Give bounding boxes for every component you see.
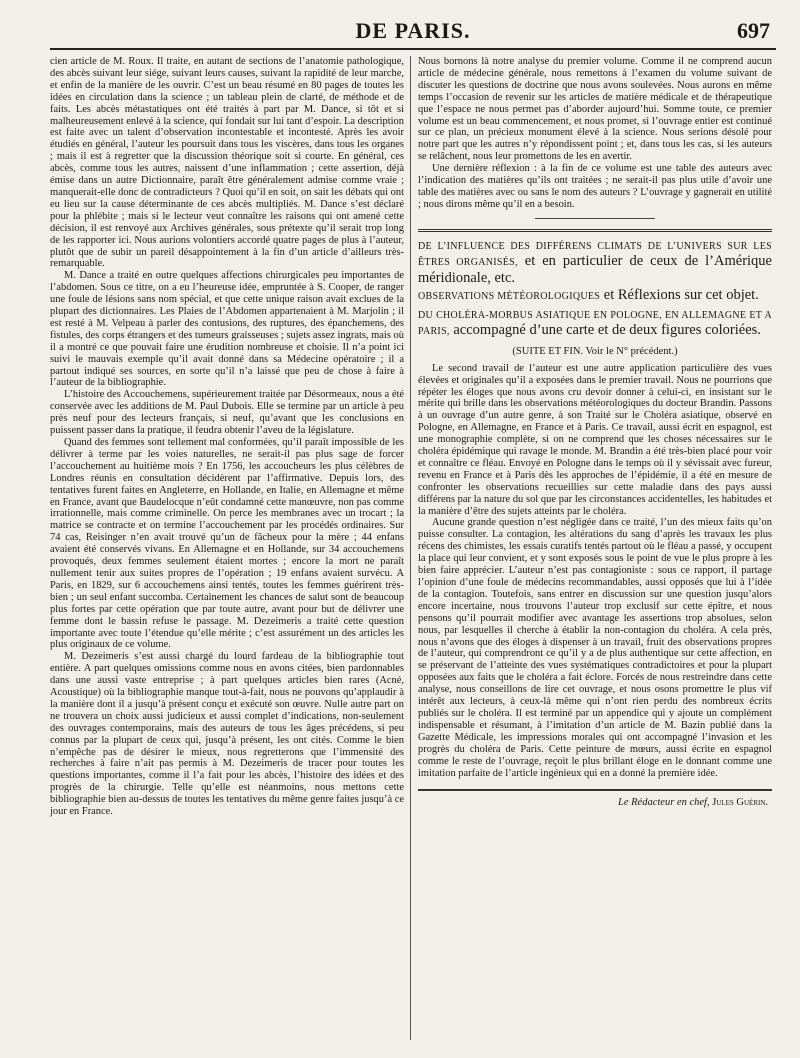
paragraph: Une dernière réflexion : à la fin de ce volume est une table des auteurs avec l’indication des matières qu’ils ont traitées ; ne serait-il pas plus utile d’avoir une table des matières avec ou sans le nom des auteurs ? L’ouvrage y gagnerait en utilité ; nous dirons même qu’il en a besoin. <box>418 163 772 210</box>
paragraph: M. Dezeimeris s’est aussi chargé du lourd fardeau de la bibliographie tout entière. A part quelques omissions comme nous en avons citées, bien pardonnables dans une aussi vaste entreprise ; à part quelques articles bien rares (Acné, Acoustique) où la bibliographie manque tout-à-fait, nous ne pouvons qu’applaudir à la manière dont il a jusqu’à présent conçu et exécuté son œuvre. Nulle autre part on ne trouvera un choix aussi judicieux et aussi complet d’indications, non-seulement des ouvrages contemporains, mais des auteurs de tous les âges précédens, si peu connus par la plupart de ceux qui, jusqu’à présent, les ont cités. Comme le bien n’empêche pas de désirer le mieux, nous regretterons que l’immensité des recherches à faire n’ait pas permis à M. Dezeimeris de tracer pour toutes les questions importantes, comme il l’a fait pour les abcès, l’histoire des idées et des progrès de la chirurgie. Telle qu’elle est néanmoins, nous mettons cette bibliographie bien au-dessus de toutes les tentatives du même genre faites jusqu’à ce jour en France. <box>50 651 404 818</box>
signature-role: Le Rédacteur en chef, <box>618 797 710 809</box>
paragraph: Nous bornons là notre analyse du premier volume. Comme il ne comprend aucun article de médecine générale, nous remettons à l’examen du volume suivant de discuter les questions de doctrine que nous avons soulevées. Nous aurons en même temps l’occasion de revenir sur les articles de matière médicale et de thérapeutique que l’espace ne nous permet pas d’aborder aujourd’hui. Somme toute, ce premier volume est un beau commencement, et nous promet, si l’ouvrage entier est continué sur ce plan, un précieux monument élevé à la science. Nous serions désolé pour notre part que les autres n’y répondissent point ; et, dans tous les cas, si les auteurs se relâchent, nous leur promettons de les en avertir. <box>418 56 772 163</box>
page-number: 697 <box>737 18 770 43</box>
page-header <box>50 16 776 46</box>
paragraph: Aucune grande question n’est négligée dans ce traité, l’un des mieux faits qu’on puisse consulter. La contagion, les altérations du sang d’après les travaux les plus récens des chimistes, les essais curatifs tentés partout où le fléau a passé, y occupent la place qui leur convient, et y sont exposés sous le point de vue le plus propre à les bien faire apprécier. L’auteur n’est pas contagioniste : sous ce rapport, il partage l’opinion d’une foule de médecins recommandables, aussi opposés que lui à l’idée de la contagion. Toutefois, sans entrer en discussion sur une question jusqu’alors encore incertaine, nous trouvons l’auteur trop exclusif sur cette épître, et nous pensons qu’il pourrait modifier avec avantage les assertions trop absolues, selon nous, par lesquelles il cherche à établir la non-contagion du choléra. A cela près, nous n’avons que des éloges à dispenser à un travail, fruit des observations propres de l’auteur, qui comprendront ce qu’il y a de plus authentique sur cette affection, en se préservant de l’atteinte des vues systématiques contradictoires et pour la plupart opposées aux faits que le choléra a fait éclore. Forcés de nous restreindre dans cette analyse, nous conseillons de lire cet ouvrage, et nous osons promettre le plus vif intérêt aux lecteurs, à ceux-là même qui n’ont rien perdu des nombreux écrits publiés sur le choléra. Il est terminé par un appendice qui y ajoute un complément indispensable et résumant, à l’imitation d’un article de M. Bazin publié dans la Gazette Médicale, les impressions morales qui ont accompagné l’invasion et les progrès du choléra de Paris. Cette peinture de mœurs, aussi écrite en espagnol comme le reste de l’ouvrage, reçoit le plus brillant éloge en le donnant comme une imitation parfaite de l’article ingénieux qui en a donné la première idée. <box>418 517 772 779</box>
paragraph: cien article de M. Roux. Il traite, en autant de sections de l’anatomie pathologique, des abcès suivant leur siége, suivant leurs causes, suivant la rapidité de leur marche, et enfin de la manière de les ouvrir. C’est un beau résumé en 80 pages de toutes les idées en circulation dans la science ; un tableau plein de clarté, de méthode et de faits. Les abcès métastatiques ont été traités à part par M. Dance, si tôt et si malheureusement enlevé à la science, qui fondait sur lui tant d’espoir. La description est faite avec un talent d’observation incontestable et incontesté. Après les avoir étudiés en général, l’auteur les poursuit dans tous les viscères, dans tous les organes ; mais il est à regretter que la discussion théorique soit si courte. En général, ces abcès, comme tous les autres, naissent d’une inflammation ; cette assertion, déjà émise dans un autre Dictionnaire, paraît être généralement admise comme vraie ; manquerait-elle donc de contradicteurs ? Quoi qu’il en soit, on sait les débats qui ont eu lieu sur la cause déterminante de ces abcès multipliés. M. Dance s’est déclaré pour la phlébite ; mais si le lecteur veut connaître les raisons qui ont amené cette décision, il est renvoyé aux Archives générales, sous prétexte qu’il serait trop long de les rapporter ici. Nous aurions volontiers accordé quatre pages de plus à l’auteur, plutôt que de subir un pareil désappointement à la fin d’un article d’ailleurs très-remarquable. <box>50 56 404 270</box>
header-rule <box>50 48 776 50</box>
signature <box>418 797 772 809</box>
heading-smallcaps: DU CHOLÉRA-MORBUS ASIATIQUE EN POLOGNE, EN ALLEMAGNE ET A PARIS, <box>418 309 772 338</box>
paragraph: M. Dance a traité en outre quelques affections chirurgicales peu importantes de l’abdomen. Sous ce titre, on a eu l’heureuse idée, empruntée à S. Cooper, de ranger une foule de lésions sans nom spécial, et que cette unique raison avait exclues de la plupart des dictionnaires. Les Plaies de l’Abdomen appartenaient à M. Marjolin ; il est resté à M. Velpeau à parler des contusions, des ruptures, des épanchemens, des fistules, des corps étrangers et des tumeurs graisseuses ; sujets assez ingrats, mais où il a montré ce que pouvait faire une érudition nombreuse et choisie. Il n’a point ici suivi le mauvais exemple qu’il avait donné dans sa Médecine opératoire ; il a partout indiqué ses sources, en sorte qu’il n’a laissé que peu de chose à faire à l’auteur de la bibliographie. <box>50 270 404 389</box>
column-separator <box>410 56 411 1040</box>
heading-smallcaps: OBSERVATIONS MÉTÉOROLOGIQUES <box>418 291 601 303</box>
paragraph: Quand des femmes sont tellement mal conformées, qu’il paraît impossible de les délivrer à terme par les voies naturelles, ne serait-il pas plus sage de forcer l’accouchement au huitième mois ? En 1756, les accoucheurs les plus célèbres de Londres réunis en consultation décidèrent par l’affirmative. Depuis lors, des tentatives furent faites en Angleterre, en Hollande, en Italie, en Allemagne et même en France, avant que Baudelocque n’eût condamné cette manœuvre, non pas comme irrationnelle, mais comme criminelle. On perce les membranes avec un trocart ; la matrice se contracte et on termine l’accouchement par les procédés ordinaires. Sur 74 cas, Reisinger n’en avait trouvé qu’un de fâcheux pour la mère ; 44 enfans avaient été conservés vivans. En Allemagne et en Hollande, sur 34 accouchemens provoqués, deux femmes seulement étaient mortes ; encore la mort ne paraît nullement tenir aux suites propres de l’opération ; 19 enfans avaient survécu. A Paris, en 1829, sur 6 accouchemens ainsi tentés, toutes les femmes guérirent très-bien ; un seul enfant succomba. Certainement les chances de salut sont de beaucoup plus fortes par cette opération que par toute autre, avant pour but de délivrer une femme dont le bassin refuse le passage. M. Dezeimeris a traité cette question importante avec toute l’étendue qu’elle mérite ; c’est assurément un des articles les plus originaux de ce volume. <box>50 437 404 651</box>
paragraph: L’histoire des Accouchemens, supérieurement traitée par Désormeaux, nous a été conservée avec les additions de M. Paul Dubois. Elle se termine par un article à peu près neuf pour des lecteurs français, si neuf, qu’avant que les conclusions en puissent passer dans la pratique, il feudra obtenir l’aveu de la législature. <box>50 389 404 437</box>
section-rule <box>535 218 655 219</box>
right-column <box>418 56 772 809</box>
article-heading <box>418 238 772 287</box>
heading-text: et Réflexions sur cet objet. <box>600 287 759 304</box>
running-title: DE PARIS. <box>355 18 471 43</box>
paragraph: Le second travail de l’auteur est une autre application particulière des vues élevées et originales qu’il a exposées dans le premier travail. Nous ne pourrions que répéter les éloges que nous avons cru devoir donner à celui-ci, en insistant sur le mérite qui brille dans les observations météorologiques du docteur Brandin. Passons à un ouvrage d’un autre genre, à son Traité sur le Choléra asiatique, observé en Pologne, en Allemagne, en France et à Paris. Ce travail, aussi écrit en espagnol, est une monographie complète, si on ne comprend que les choses nécessaires sur le choléra épidémique qui ravage le monde. M. Brandin a été très-bien placé pour voir et connaître ce fléau. Envoyé en Pologne dans le temps où il y sévissait avec fureur, revenu en France et à Paris dès les approches de l’épidémie, il a été en mesure de confronter les observations recueillies sur cette maladie dans des pays aussi différens par la nature du sol que par les circonstances accidentelles, les habitudes et la manière d’être des sujets atteints par le choléra. <box>418 362 772 517</box>
signature-name: Jules Guérin. <box>709 797 768 809</box>
signature-rule <box>418 789 772 791</box>
article-heading <box>418 307 772 340</box>
double-rule <box>418 229 772 232</box>
article-heading <box>418 288 772 305</box>
continuation-note: (SUITE ET FIN. Voir le N° précédent.) <box>512 345 678 357</box>
heading-smallcaps: DE L’INFLUENCE DES DIFFÉRENS CLIMATS DE L’UNIVERS SUR LES ÊTRES ORGANISÉS, <box>418 240 772 269</box>
heading-text: et en particulier de ceux de l’Amérique méridionale, etc. <box>418 253 772 286</box>
heading-text: accompagné d’une carte et de deux figures coloriées. <box>449 322 761 339</box>
left-column <box>50 56 404 818</box>
